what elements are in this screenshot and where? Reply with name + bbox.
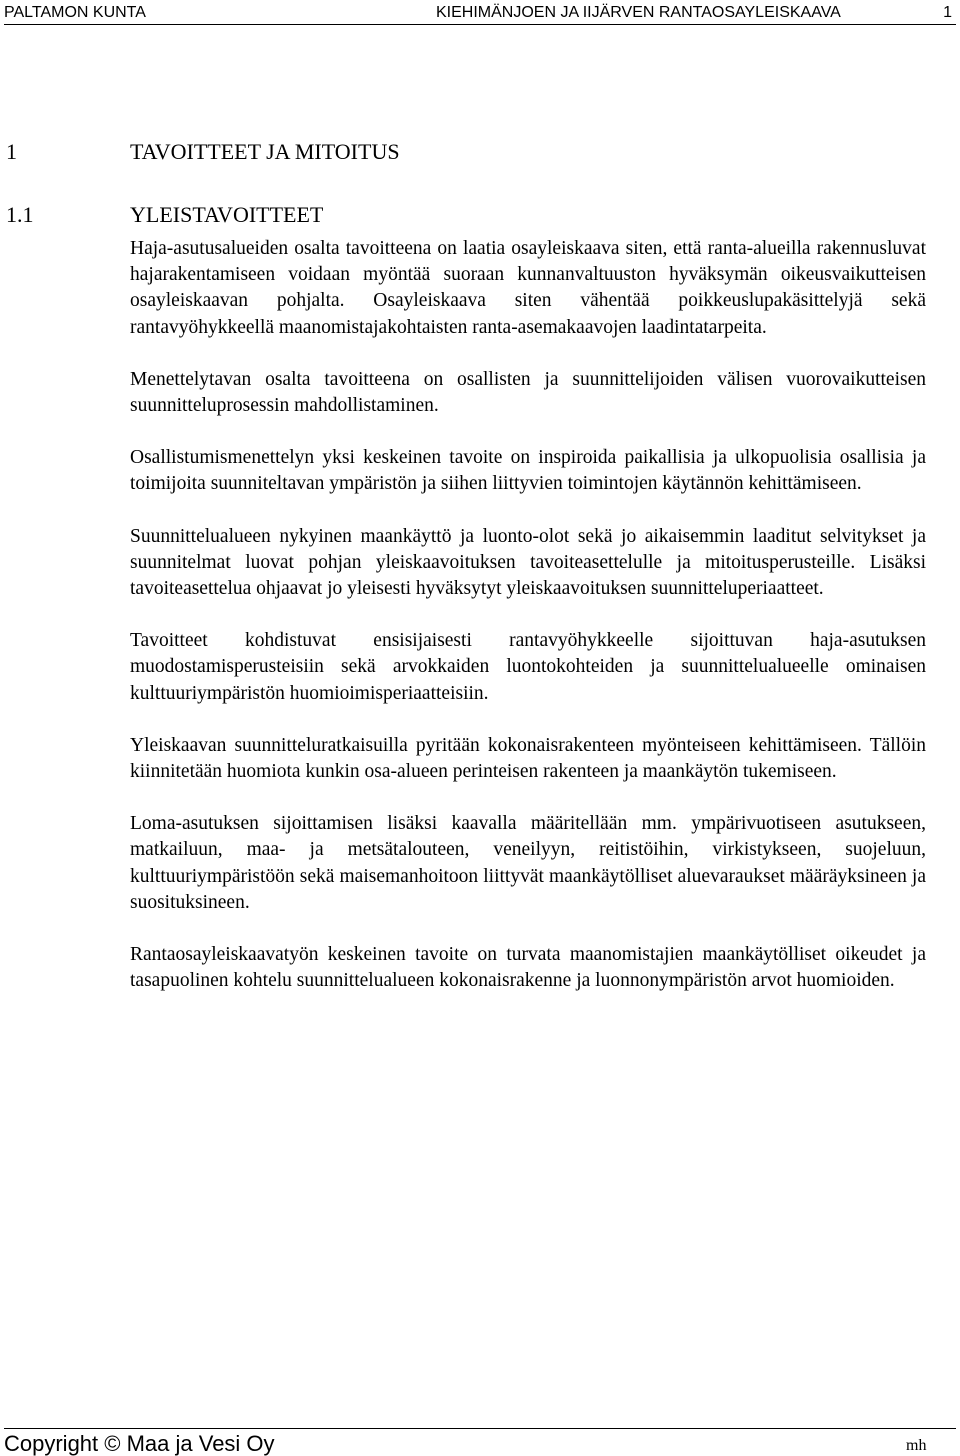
header-document-title: KIEHIMÄNJOEN JA IIJÄRVEN RANTAOSAYLEISKAAVA xyxy=(436,4,841,21)
section-number: 1 xyxy=(6,139,17,164)
footer-author-initials: mh xyxy=(906,1437,927,1454)
paragraph: Suunnittelualueen nykyinen maankäyttö ja luonto-olot sekä jo aikaisemmin laaditut selvitykset ja suunnitelmat luovat pohjan yleiskaavoituksen tavoiteasettelulle ja mitoitusperusteille. Lisäksi tavoiteasettelua ohjaavat jo yleisesti hyväksytyt yleiskaavoituksen suunnitteluperiaatteet. xyxy=(130,525,926,600)
footer-copyright: Copyright © Maa ja Vesi Oy xyxy=(4,1431,275,1456)
paragraph: Menettelytavan osalta tavoitteena on osallisten ja suunnittelijoiden välisen vuorovaikutteisen suunnitteluprosessin mahdollistaminen. xyxy=(130,368,926,417)
page-header xyxy=(4,2,956,25)
paragraph: Yleiskaavan suunnitteluratkaisuilla pyritään kokonaisrakenteen myönteiseen kehittämiseen. Tällöin kiinnitetään huomiota kunkin osa-alueen perinteisen rakenteen ja maankäytön tukemiseen. xyxy=(130,734,926,783)
paragraph: Tavoitteet kohdistuvat ensisijaisesti rantavyöhykkeelle sijoittuvan haja-asutuksen muodostamisperusteisiin sekä arvokkaiden luontokohteiden ja suunnittelualueelle ominaisen kulttuuriympäristön huomioimisperiaatteisiin. xyxy=(130,630,926,704)
subsection-number: 1.1 xyxy=(6,202,34,227)
paragraph: Haja-asutusalueiden osalta tavoitteena on laatia osayleiskaava siten, että ranta-alueilla rakennusluvat hajarakentamiseen voidaan myöntää suoraan kunnanvaltuuston hyväksymän oikeusvaikutteisen osayleiskaavan pohjalta. Osayleiskaava siten vähentää poikkeuslupakäsittelyjä sekä rantavyöhykkeellä maanomistajakohtaisten ranta-asemakaavojen laadintatarpeita. xyxy=(130,238,926,338)
header-page-number: 1 xyxy=(943,4,952,21)
section-heading xyxy=(6,138,400,166)
paragraph: Loma-asutuksen sijoittamisen lisäksi kaavalla määritellään mm. ympärivuotiseen asutukseen, matkailuun, maa- ja metsätalouteen, veneilyyn, reitistöihin, virkistykseen, suojeluun, kulttuuriympäristöön sekä maisemanhoitoon liittyvät maankäytölliset aluevaraukset määräyksineen ja suosituksineen. xyxy=(130,813,926,913)
section-title: TAVOITTEET JA MITOITUS xyxy=(130,139,400,164)
paragraph: Rantaosayleiskaavatyön keskeinen tavoite on turvata maanomistajien maankäytölliset oikeudet ja tasapuolinen kohtelu suunnittelualueen kokonaisrakenne ja luonnonympäristön arvot huomioiden. xyxy=(130,944,926,992)
subsection-title: YLEISTAVOITTEET xyxy=(130,202,324,227)
header-municipality: PALTAMON KUNTA xyxy=(4,4,146,21)
subsection-heading xyxy=(6,201,323,229)
body-text xyxy=(130,236,926,1020)
page-footer xyxy=(4,1428,956,1455)
paragraph: Osallistumismenettelyn yksi keskeinen tavoite on inspiroida paikallisia ja ulkopuolisia osallisia ja toimijoita suunniteltavan ympäristön ja siihen liittyvien toimintojen käytännön kehittämiseen. xyxy=(130,447,926,495)
